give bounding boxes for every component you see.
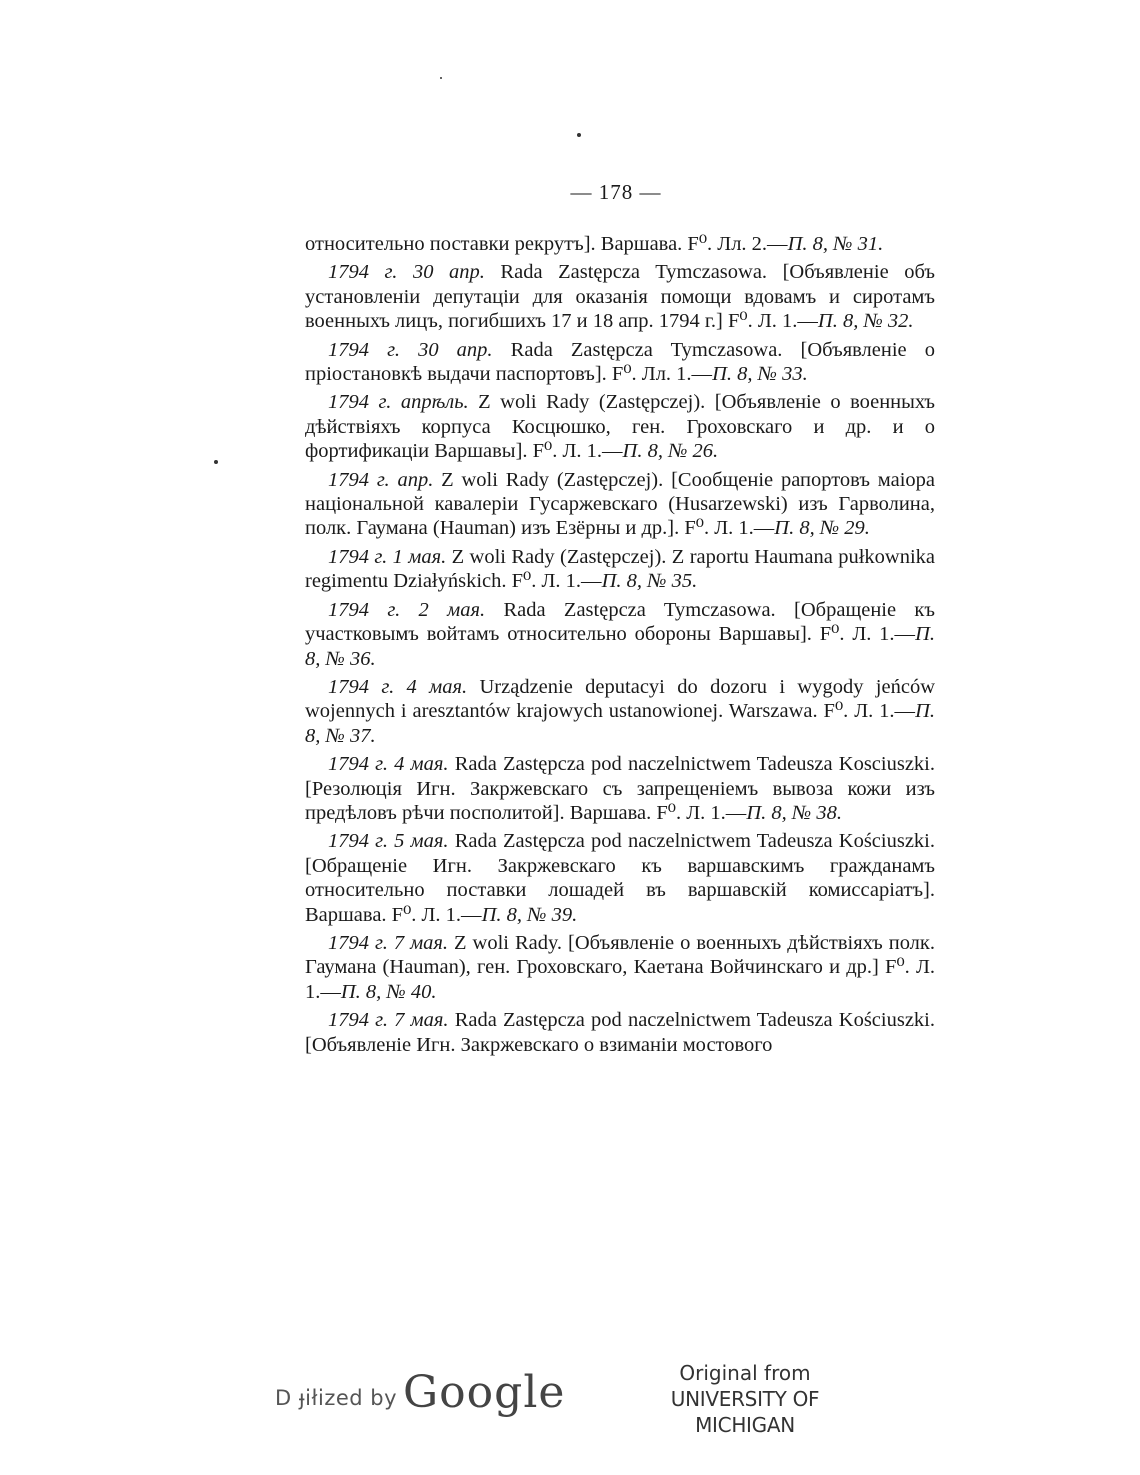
entry-date: 1794 г. 4 мая. <box>328 675 468 698</box>
entry-date: 1794 г. 7 мая. <box>328 1009 449 1032</box>
catalog-entries <box>305 232 935 1061</box>
entry-reference: П. 8, № 40. <box>340 980 437 1003</box>
catalog-entry <box>305 545 935 594</box>
entry-reference: П. 8, № 38. <box>746 801 842 824</box>
scan-speck <box>577 133 581 137</box>
entry-date: 1794 г. 5 мая. <box>328 830 449 853</box>
entry-reference: П. 8, № 36. <box>305 623 935 670</box>
catalog-entry <box>305 752 935 825</box>
entry-body: Z woli Rady (Zastępczej). Z raportu Haumana pułkownika regimentu Działyńskich. F⁰. Л. 1.— <box>305 545 935 593</box>
university-name: UNIVERSITY OF MICHIGAN <box>670 1387 820 1437</box>
entry-body: Rada Zastępcza pod naczelnictwem Tadeusza Kosciuszki. [Резолюція Игн. Закржевскаго съ запрещеніемъ вывоза кожи изъ предѣловъ рѣчи посполитой]. Варшава. F⁰. Л. 1.— <box>305 753 936 824</box>
entry-body: Rada Zastępcza Tymczasowa. [Обращеніе къ участковымъ войтамъ относительно обороны Варшавы]. F⁰. Л. 1.— <box>305 598 935 646</box>
entry-date: 1794 г. 2 мая. <box>328 598 486 621</box>
entry-date: 1794 г. 30 апр. <box>328 338 493 361</box>
catalog-entry <box>305 931 935 1004</box>
entry-reference: П. 8, № 32. <box>817 310 914 333</box>
entry-date: 1794 г. апр. <box>328 468 434 491</box>
entry-reference: П. 8, № 29. <box>774 517 870 540</box>
catalog-entry <box>305 338 935 387</box>
original-source <box>620 1360 870 1438</box>
entry-date: 1794 г. 30 апр. <box>328 261 485 284</box>
entry-reference: П. 8, № 31. <box>787 233 884 255</box>
catalog-entry <box>305 390 935 463</box>
entry-date: 1794 г. апрѣль. <box>328 391 469 414</box>
original-from-label: Original from <box>679 1361 811 1385</box>
entry-reference: П. 8, № 26. <box>622 440 719 463</box>
entry-reference: П. 8, № 37. <box>305 700 935 747</box>
entry-body: Z woli Rady (Zastępczej). [Объявленіе о военныхъ дѣйствіяхъ корпуса Косцюшко, ген. Гроховскаго и др. и о фортификаціи Варшавы]. F⁰. Л. 1.— <box>305 391 935 463</box>
catalog-entry <box>305 232 935 256</box>
catalog-entry <box>305 260 935 333</box>
digitized-by-google <box>275 1358 565 1418</box>
entry-body: Rada Zastępcza Tymczasowa. [Объявленіе о пріостановкѣ выдачи паспортовъ]. F⁰. Лл. 1.— <box>305 338 935 386</box>
entry-body: Z woli Rady (Zastępczej). [Сообщеніе рапортовъ маіора національной кавалеріи Гусаржевскаго (Husarzewski) изъ Гарволина, полк. Гаумана (Hauman) изъ Езёрны и др.]. F⁰. Л. 1.— <box>305 468 935 540</box>
catalog-entry <box>305 675 935 748</box>
catalog-entry <box>305 468 935 541</box>
digitized-prefix: D ɟiłized by <box>275 1386 398 1410</box>
catalog-entry <box>305 598 935 671</box>
entry-reference: П. 8, № 33. <box>712 363 808 386</box>
entry-reference: П. 8, № 39. <box>481 903 578 926</box>
entry-date: 1794 г. 4 мая. <box>328 753 449 776</box>
scan-speck <box>440 77 442 79</box>
entry-body: Urządzenie deputacyi do dozoru i wygody jeńców wojennych i aresztantów krajowych ustanowionej. Warszawa. F⁰. Л. 1.— <box>305 675 935 723</box>
entry-body: относительно поставки рекрутъ]. Варшава. F⁰. Лл. 2.— <box>305 233 788 255</box>
catalog-entry <box>305 1008 935 1057</box>
catalog-entry <box>305 829 935 927</box>
entry-body: Z woli Rady. [Объявленіе о военныхъ дѣйствіяхъ полк. Гаумана (Hauman), ген. Гроховскаго, Каетана Войчинскаго и др.] F⁰. Л. 1.— <box>305 931 935 1003</box>
entry-body: Rada Zastępcza Tymczasowa. [Объявленіе объ установленіи депутаціи для оказанія помощи вдовамъ и сиротамъ военныхъ лицъ, погибшихъ 17 и 18 апр. 1794 г.] F⁰. Л. 1.— <box>305 261 935 333</box>
entry-date: 1794 г. 1 мая. <box>328 545 447 568</box>
entry-body: Rada Zastępcza pod naczelnictwem Tadeusza Kościuszki. [Объявленіе Игн. Закржевскаго о взиманіи мостового <box>305 1009 936 1056</box>
entry-body: Rada Zastępcza pod naczelnictwem Tadeusza Kościuszki. [Обращеніе Игн. Закржевскаго къ варшавскимъ гражданамъ относительно поставки лошадей въ варшавскій комиссаріатъ]. Варшава. F⁰. Л. 1.— <box>305 830 936 926</box>
entry-date: 1794 г. 7 мая. <box>328 931 449 954</box>
scan-speck <box>214 460 218 464</box>
google-logo: Google <box>403 1367 566 1418</box>
page-number: — 178 — <box>570 180 662 204</box>
entry-reference: П. 8, № 35. <box>601 570 698 593</box>
